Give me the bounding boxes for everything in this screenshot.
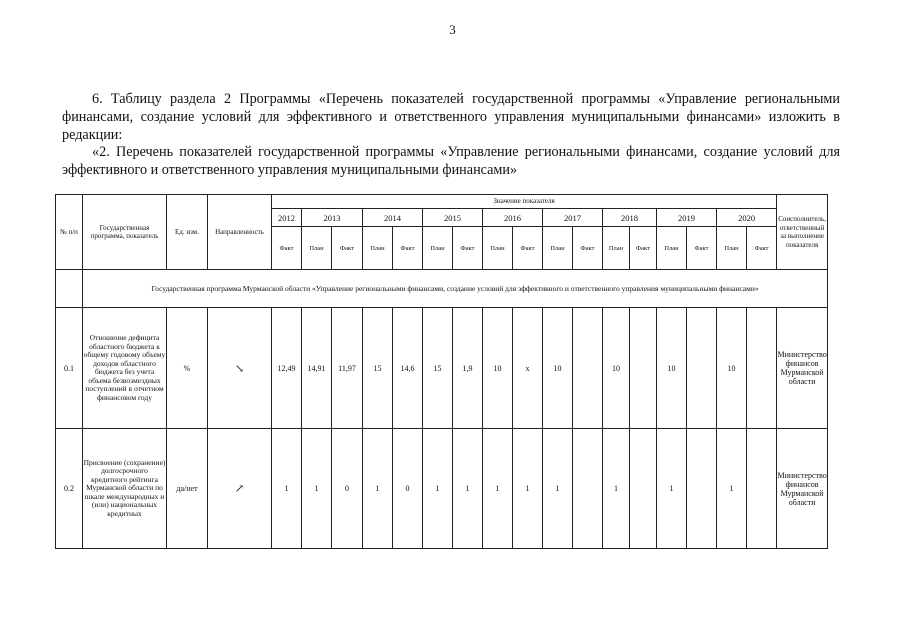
value-cell: 11,97 [332, 308, 363, 429]
value-cell: 10 [543, 308, 573, 429]
year-2018: 2018 [603, 209, 657, 227]
sub-plan-2014: План [363, 227, 393, 270]
sub-fact-2014: Факт [393, 227, 423, 270]
value-cell: 1 [423, 429, 453, 549]
sub-fact-2012: Факт [272, 227, 302, 270]
value-cell [747, 308, 777, 429]
value-cell [687, 308, 717, 429]
value-cell: 1 [363, 429, 393, 549]
row-unit: да/нет [167, 429, 208, 549]
value-cell: 15 [363, 308, 393, 429]
sub-plan-2013: План [302, 227, 332, 270]
paragraph-intro: 6. Таблицу раздела 2 Программы «Перечень показателей государственной программы «Управление региональными финансами, создание условий для эффективного и ответственного управления муниципальными финансами» изложить в редакции: [62, 91, 840, 143]
sub-fact-2018: Факт [630, 227, 657, 270]
year-2017: 2017 [543, 209, 603, 227]
sub-fact-2020: Факт [747, 227, 777, 270]
value-cell: 15 [423, 308, 453, 429]
page-number: 3 [449, 22, 456, 37]
value-cell: 1 [453, 429, 483, 549]
sub-fact-2015: Факт [453, 227, 483, 270]
sub-fact-2016: Факт [513, 227, 543, 270]
value-cell: x [513, 308, 543, 429]
value-cell: 1 [657, 429, 687, 549]
sub-fact-2013: Факт [332, 227, 363, 270]
table-row [56, 308, 828, 429]
year-2016: 2016 [483, 209, 543, 227]
sub-plan-2016: План [483, 227, 513, 270]
value-cell: 1,9 [453, 308, 483, 429]
value-cell: 14,6 [393, 308, 423, 429]
value-cell [573, 429, 603, 549]
header-unit: Ед. изм. [167, 195, 208, 270]
year-2013: 2013 [302, 209, 363, 227]
value-cell [630, 308, 657, 429]
table-row [56, 429, 828, 549]
value-cell [747, 429, 777, 549]
year-2012: 2012 [272, 209, 302, 227]
value-cell: 1 [543, 429, 573, 549]
value-cell: 1 [717, 429, 747, 549]
value-cell: 14,91 [302, 308, 332, 429]
header-direction: Направленность [208, 195, 272, 270]
value-cell [573, 308, 603, 429]
section-title: Государственная программа Мурманской области «Управление региональными финансами, создание условий для эффективного и ответственного управления муниципальными финансами» [83, 270, 828, 308]
indicators-table [55, 194, 828, 549]
row-direction-up-icon: ↗ [208, 429, 272, 549]
header-num: № п/п [56, 195, 83, 270]
value-cell: 1 [603, 429, 630, 549]
sub-plan-2017: План [543, 227, 573, 270]
value-cell: 1 [272, 429, 302, 549]
row-unit: % [167, 308, 208, 429]
value-cell: 1 [513, 429, 543, 549]
value-cell: 12,49 [272, 308, 302, 429]
row-executor: Министерство финансов Мурманской области [777, 308, 828, 429]
value-cell: 0 [332, 429, 363, 549]
value-cell [687, 429, 717, 549]
year-2014: 2014 [363, 209, 423, 227]
year-2020: 2020 [717, 209, 777, 227]
value-cell: 1 [302, 429, 332, 549]
value-cell: 10 [717, 308, 747, 429]
row-executor: Министерство финансов Мурманской области [777, 429, 828, 549]
value-cell: 0 [393, 429, 423, 549]
header-executor: Соисполнитель, ответственный за выполнение показателя [777, 195, 828, 270]
row-num: 0.2 [56, 429, 83, 549]
sub-plan-2018: План [603, 227, 630, 270]
row-num: 0.1 [56, 308, 83, 429]
value-cell: 1 [483, 429, 513, 549]
header-name: Государственная программа, показатель [83, 195, 167, 270]
row-name: Присвоение (сохранение) долгосрочного кредитного рейтинга Мурманской области по шкале международных и (или) национальных кредитных [83, 429, 167, 549]
row-name: Отношение дефицита областного бюджета к общему годовому объему доходов областного бюджета без учета объема безвозмездных поступлений в отчетном финансовом году [83, 308, 167, 429]
section-num-empty [56, 270, 83, 308]
value-cell: 10 [657, 308, 687, 429]
sub-plan-2020: План [717, 227, 747, 270]
year-2019: 2019 [657, 209, 717, 227]
sub-plan-2019: План [657, 227, 687, 270]
value-cell: 10 [603, 308, 630, 429]
sub-fact-2017: Факт [573, 227, 603, 270]
year-2015: 2015 [423, 209, 483, 227]
sub-plan-2015: План [423, 227, 453, 270]
sub-fact-2019: Факт [687, 227, 717, 270]
row-direction-down-icon: ↘ [208, 308, 272, 429]
paragraph-table-title: «2. Перечень показателей государственной программы «Управление региональными финансами, создание условий для эффективного и ответственного управления муниципальными финансами» [62, 144, 840, 178]
value-cell [630, 429, 657, 549]
header-values: Значение показателя [272, 195, 777, 209]
value-cell: 10 [483, 308, 513, 429]
